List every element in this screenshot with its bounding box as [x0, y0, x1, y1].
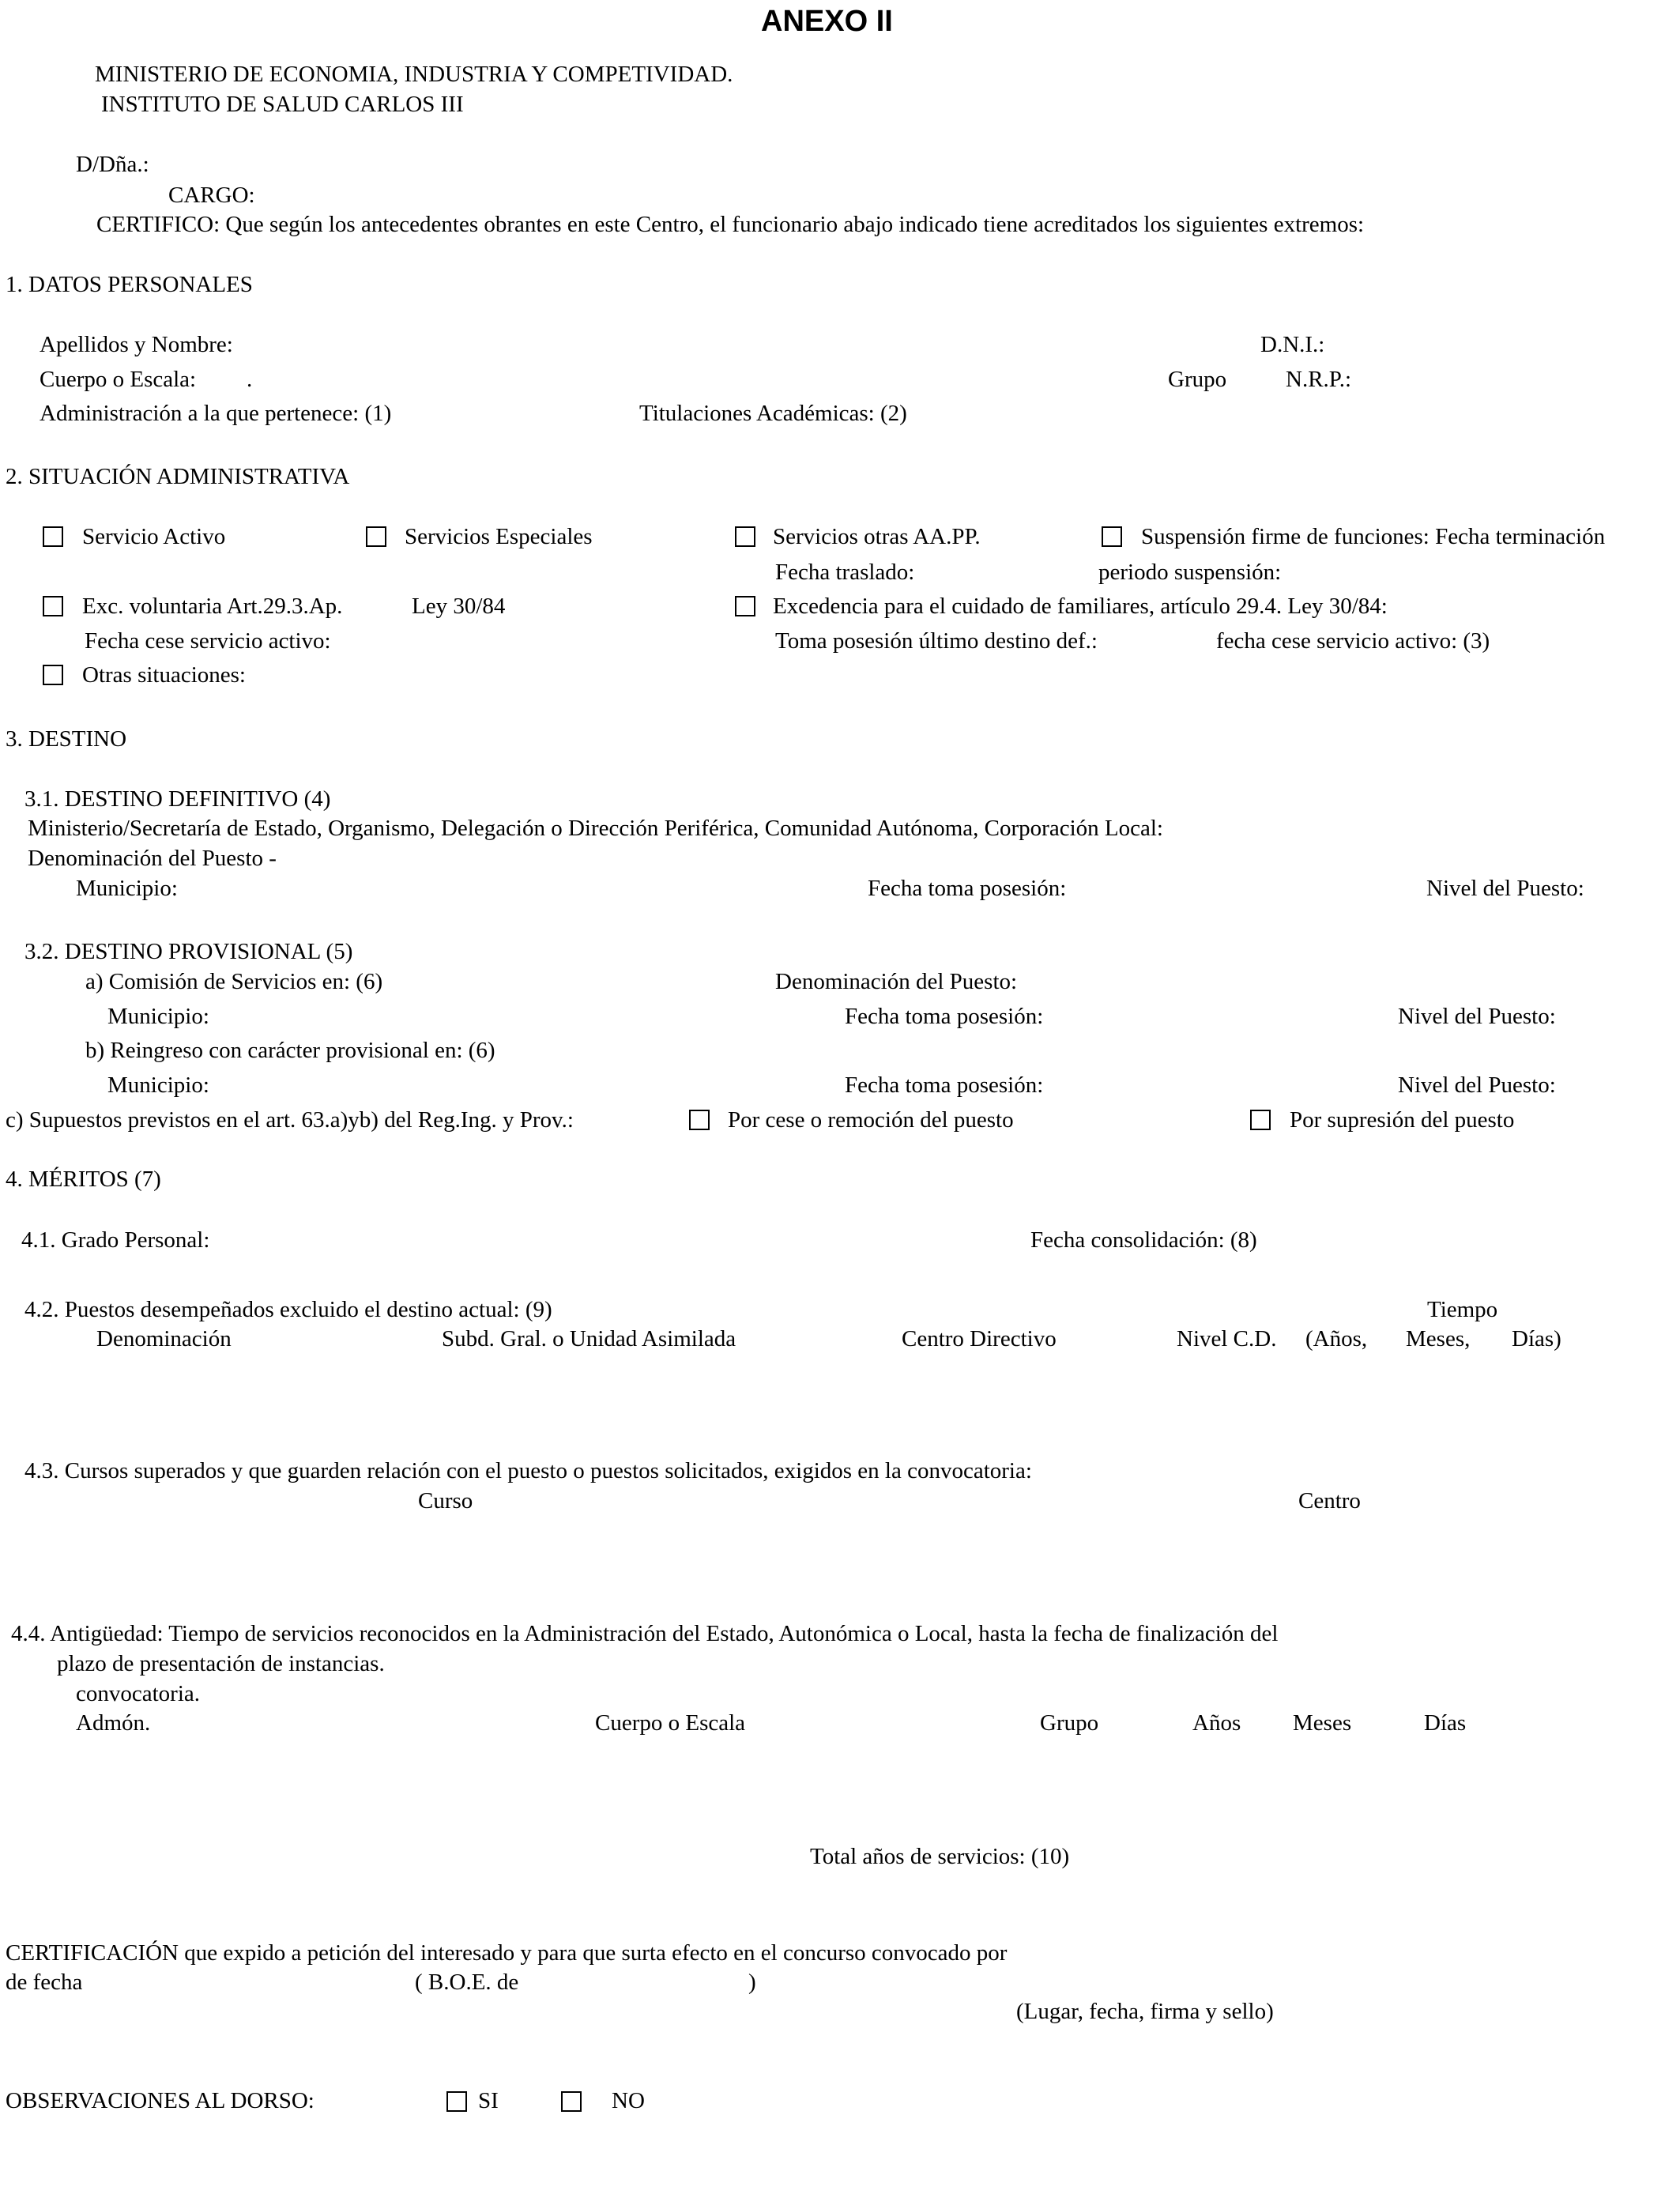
certifico-text: CERTIFICO: Que según los antecedentes obrantes en este Centro, el funcionario abajo indicado tiene acreditados los siguientes extremos: [96, 212, 1365, 237]
section-1-heading: 1. DATOS PERSONALES [6, 272, 253, 297]
grupo-label: Grupo [1168, 367, 1227, 392]
section-3-heading: 3. DESTINO [6, 726, 127, 752]
exc-voluntaria-label: Exc. voluntaria Art.29.3.Ap. [82, 594, 343, 619]
si-label: SI [478, 2088, 499, 2113]
nivel-puesto-label: Nivel del Puesto: [1426, 876, 1584, 901]
col-denominacion: Denominación [96, 1326, 232, 1351]
institute-name: INSTITUTO DE SALUD CARLOS III [101, 92, 464, 117]
administracion-label: Administración a la que pertenece: (1) [40, 401, 392, 426]
col-meses-2: Meses [1293, 1710, 1352, 1736]
nivel-puesto-b-label: Nivel del Puesto: [1398, 1072, 1556, 1098]
reingreso-label: b) Reingreso con carácter provisional en: (6) [85, 1038, 495, 1063]
si-checkbox[interactable] [446, 2091, 467, 2112]
por-cese-label: Por cese o remoción del puesto [728, 1107, 1014, 1133]
suspension-checkbox[interactable] [1102, 526, 1122, 547]
de-fecha-label: de fecha [6, 1970, 83, 1995]
col-centro: Centro [1298, 1488, 1361, 1514]
convocatoria-label: convocatoria. [76, 1681, 201, 1706]
servicios-otras-label: Servicios otras AA.PP. [773, 524, 981, 549]
servicio-activo-checkbox[interactable] [43, 526, 63, 547]
fecha-traslado-label: Fecha traslado: [775, 560, 915, 585]
fecha-toma-b-label: Fecha toma posesión: [845, 1072, 1044, 1098]
fecha-toma-a-label: Fecha toma posesión: [845, 1004, 1044, 1029]
denominacion-puesto-2-label: Denominación del Puesto: [775, 969, 1018, 994]
fecha-toma-label: Fecha toma posesión: [868, 876, 1067, 901]
col-centro-directivo: Centro Directivo [902, 1326, 1057, 1351]
puestos-label: 4.2. Puestos desempeñados excluido el destino actual: (9) [24, 1297, 552, 1322]
servicios-otras-checkbox[interactable] [735, 526, 755, 547]
dona-label: D/Dña.: [76, 152, 149, 177]
grado-personal-label: 4.1. Grado Personal: [21, 1227, 210, 1253]
destino-provisional-heading: 3.2. DESTINO PROVISIONAL (5) [24, 939, 353, 964]
observaciones-label: OBSERVACIONES AL DORSO: [6, 2088, 315, 2113]
boe-close-paren: ) [748, 1970, 756, 1995]
fecha-cese-label: Fecha cese servicio activo: [85, 628, 331, 654]
por-cese-checkbox[interactable] [689, 1110, 710, 1130]
total-anos-label: Total años de servicios: (10) [810, 1844, 1070, 1869]
toma-posesion-label: Toma posesión último destino def.: [775, 628, 1098, 654]
cuerpo-value: . [247, 367, 253, 392]
municipio-a-label: Municipio: [107, 1004, 209, 1029]
fecha-cese-3-label: fecha cese servicio activo: (3) [1216, 628, 1490, 654]
exc-voluntaria-checkbox[interactable] [43, 596, 63, 616]
col-dias-2: Días [1424, 1710, 1467, 1736]
municipio-b-label: Municipio: [107, 1072, 209, 1098]
cargo-label: CARGO: [168, 183, 255, 208]
certificacion-text: CERTIFICACIÓN que expido a petición del interesado y para que surta efecto en el concurso convocado por [6, 1940, 1008, 1966]
plazo-label: plazo de presentación de instancias. [57, 1651, 385, 1676]
fecha-consolidacion-label: Fecha consolidación: (8) [1030, 1227, 1257, 1253]
periodo-suspension-label: periodo suspensión: [1098, 560, 1282, 585]
col-meses: Meses, [1406, 1326, 1471, 1351]
cuerpo-label: Cuerpo o Escala: [40, 367, 197, 392]
servicios-especiales-checkbox[interactable] [366, 526, 386, 547]
no-label: NO [612, 2088, 645, 2113]
dni-label: D.N.I.: [1260, 332, 1325, 357]
titulaciones-label: Titulaciones Académicas: (2) [639, 401, 907, 426]
col-anos-2: Años [1192, 1710, 1241, 1736]
comision-label: a) Comisión de Servicios en: (6) [85, 969, 383, 994]
section-4-heading: 4. MÉRITOS (7) [6, 1167, 161, 1192]
no-checkbox[interactable] [561, 2091, 582, 2112]
col-dias: Días) [1512, 1326, 1561, 1351]
cursos-label: 4.3. Cursos superados y que guarden relación con el puesto o puestos solicitados, exigidos en la convocatoria: [24, 1458, 1032, 1483]
excedencia-cuidado-label: Excedencia para el cuidado de familiares, artículo 29.4. Ley 30/84: [773, 594, 1388, 619]
lugar-fecha-label: (Lugar, fecha, firma y sello) [1016, 1999, 1274, 2024]
destino-definitivo-heading: 3.1. DESTINO DEFINITIVO (4) [24, 786, 331, 812]
col-admon: Admón. [76, 1710, 151, 1736]
ministry-name: MINISTERIO DE ECONOMIA, INDUSTRIA Y COMPETIVIDAD. [95, 62, 733, 87]
apellidos-label: Apellidos y Nombre: [40, 332, 233, 357]
col-grupo: Grupo [1040, 1710, 1099, 1736]
suspension-label: Suspensión firme de funciones: Fecha terminación [1141, 524, 1606, 549]
otras-situaciones-checkbox[interactable] [43, 665, 63, 685]
nivel-puesto-a-label: Nivel del Puesto: [1398, 1004, 1556, 1029]
municipio-label: Municipio: [76, 876, 178, 901]
boe-label: ( B.O.E. de [415, 1970, 519, 1995]
col-subd: Subd. Gral. o Unidad Asimilada [442, 1326, 736, 1351]
excedencia-cuidado-checkbox[interactable] [735, 596, 755, 616]
col-cuerpo-escala: Cuerpo o Escala [595, 1710, 746, 1736]
ministerio-label: Ministerio/Secretaría de Estado, Organismo, Delegación o Dirección Periférica, Comunidad Autónoma, Corporación Local: [28, 816, 1163, 841]
nrp-label: N.R.P.: [1286, 367, 1352, 392]
supuestos-label: c) Supuestos previstos en el art. 63.a)yb) del Reg.Ing. y Prov.: [6, 1107, 574, 1133]
servicio-activo-label: Servicio Activo [82, 524, 226, 549]
por-supresion-checkbox[interactable] [1250, 1110, 1271, 1130]
servicios-especiales-label: Servicios Especiales [405, 524, 593, 549]
por-supresion-label: Por supresión del puesto [1290, 1107, 1515, 1133]
col-curso: Curso [418, 1488, 473, 1514]
denominacion-puesto-label: Denominación del Puesto - [28, 846, 277, 871]
section-2-heading: 2. SITUACIÓN ADMINISTRATIVA [6, 464, 350, 489]
col-nivel-cd: Nivel C.D. [1177, 1326, 1277, 1351]
ley-label: Ley 30/84 [412, 594, 506, 619]
page-title: ANEXO II [761, 5, 893, 38]
antiguedad-label: 4.4. Antigüedad: Tiempo de servicios reconocidos en la Administración del Estado, Autonómica o Local, hasta la fecha de finalización del [11, 1621, 1279, 1646]
col-anos: (Años, [1305, 1326, 1368, 1351]
tiempo-header: Tiempo [1427, 1297, 1498, 1322]
otras-situaciones-label: Otras situaciones: [82, 662, 246, 688]
